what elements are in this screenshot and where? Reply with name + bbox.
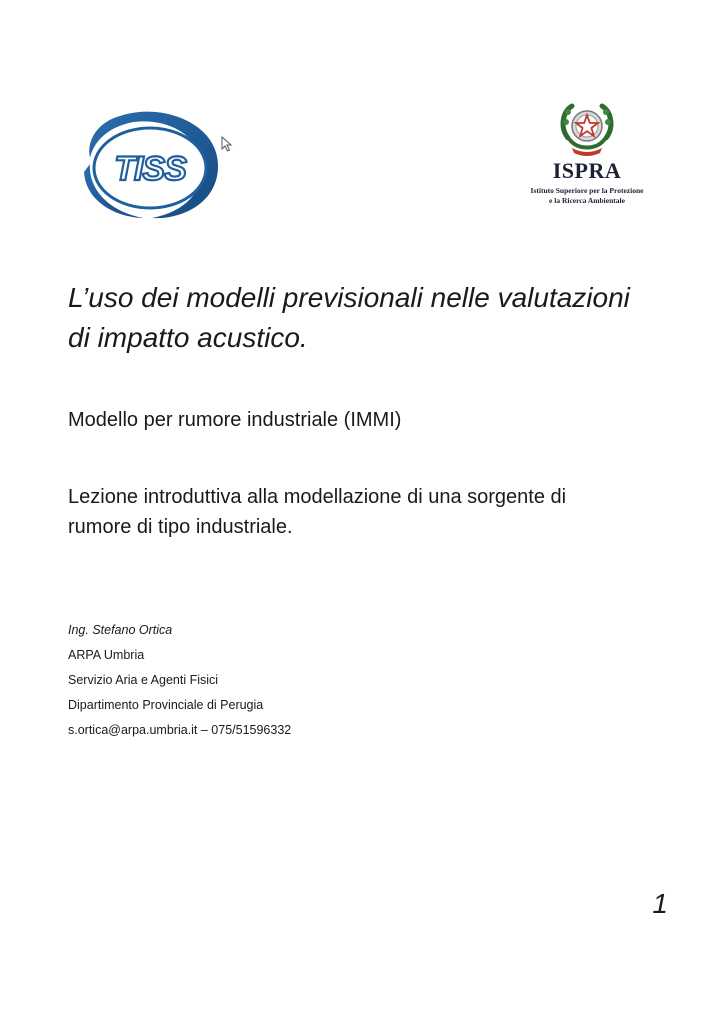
document-title-line1: L’uso dei modelli previsionali nelle valutazioni — [68, 282, 630, 313]
document-title — [68, 278, 668, 358]
tiss-logo-text: TISS — [114, 150, 186, 188]
document-subtitle: Modello per rumore industriale (IMMI) — [68, 409, 402, 431]
author-department: Dipartimento Provinciale di Perugia — [68, 698, 264, 712]
ispra-subtitle-line1: Istituto Superiore per la Protezione — [530, 186, 644, 195]
ispra-subtitle — [524, 186, 650, 206]
author-contact: s.ortica@arpa.umbria.it – 075/51596332 — [68, 723, 292, 737]
mouse-pointer-icon — [221, 136, 233, 152]
tiss-logo — [80, 108, 222, 220]
document-title-line2: di impatto acustico. — [68, 322, 308, 353]
lesson-description-line2: rumore di tipo industriale. — [68, 516, 293, 538]
ispra-subtitle-line2: e la Ricerca Ambientale — [549, 196, 625, 205]
lesson-description — [68, 482, 658, 542]
page-number: 1 — [652, 888, 668, 919]
ispra-logo — [524, 98, 650, 212]
tiss-logo-graphic — [80, 108, 222, 220]
ispra-name: ISPRA — [552, 158, 622, 183]
author-organization: ARPA Umbria — [68, 648, 145, 662]
author-block — [68, 620, 468, 745]
lesson-description-line1: Lezione introduttiva alla modellazione di una sorgente di — [68, 486, 567, 508]
author-name: Ing. Stefano Ortica — [68, 623, 173, 637]
italian-republic-emblem-icon — [558, 98, 616, 158]
author-service: Servizio Aria e Agenti Fisici — [68, 673, 219, 687]
